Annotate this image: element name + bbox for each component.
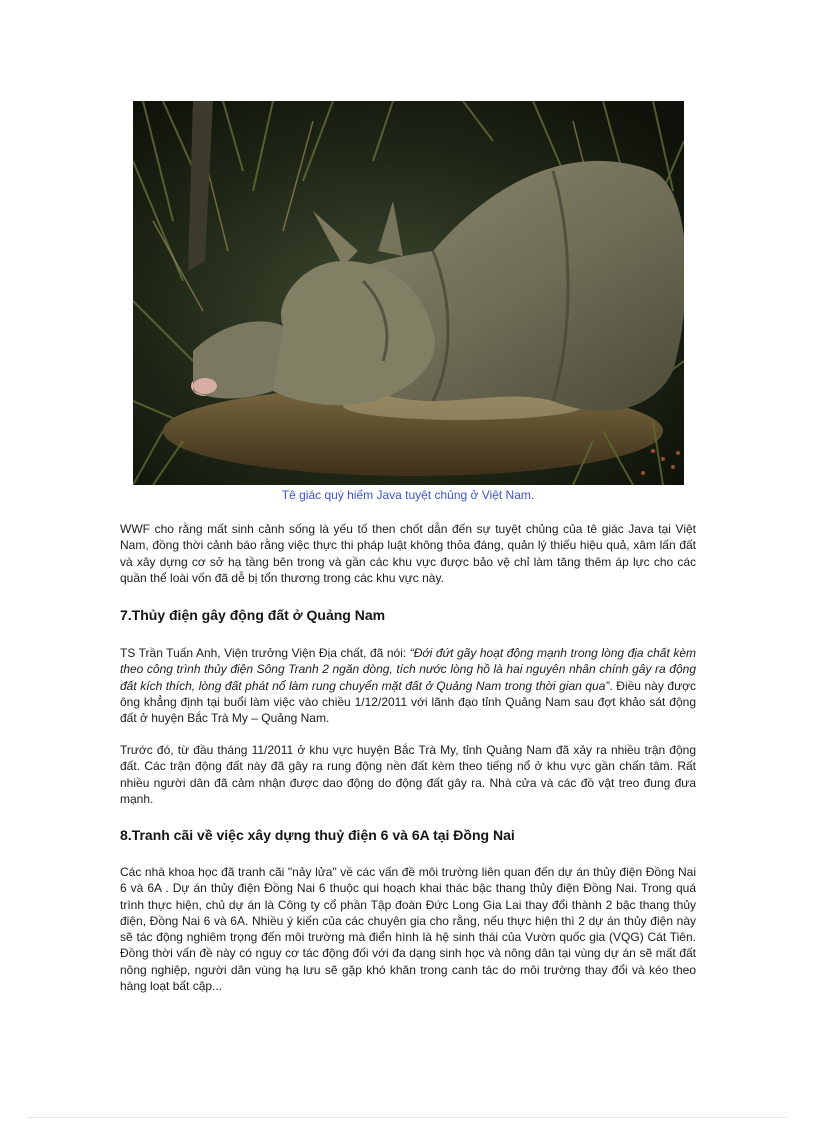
paragraph-rest: . Điều này được ông khẳng định tại buổi làm việc vào chiều 1/12/2011 với lãnh đạo tỉnh Quảng Nam sau đợt khảo sát động đất ở huyện Bắc Trà My – Quảng Nam.	[120, 678, 696, 726]
paragraph-song-tranh	[120, 645, 696, 726]
rhino-photo	[133, 101, 684, 485]
section-heading-7: 7.Thủy điện gây động đất ở Quảng Nam	[120, 607, 386, 623]
paragraph-wwf: WWF cho rằng mất sinh cảnh sống là yếu tố then chốt dẫn đến sự tuyệt chủng của tê giác Java tại Việt Nam, đồng thời cảnh báo rằng việc thực thi pháp luật không thỏa đáng, quản lý thiếu hiệu quả, xâm lấn đất và xây dựng cơ sở hạ tầng bên trong và gần các khu vực được bảo vệ chỉ làm tăng thêm áp lực cho các quần thể loài vốn đã dễ bị tổn thương trong các khu vực này.	[120, 522, 696, 585]
section-heading-8: 8.Tranh cãi về việc xây dựng thuỷ điện 6 và 6A tại Đồng Nai	[120, 827, 515, 843]
paragraph-earthquakes: Trước đó, từ đầu tháng 11/2011 ở khu vực huyện Bắc Trà My, tỉnh Quảng Nam đã xảy ra nhiều trận động đất. Các trận động đất này đã gây ra rung động nền đất kèm theo tiếng nổ ở khu vực gần chấn tâm. Rất nhiều người dân đã cảm nhận được dao động do động đất gây ra. Nhà cửa và các đồ vật treo đung đưa mạnh.	[120, 743, 696, 806]
quote-text: “Đới đứt gãy hoạt động mạnh trong lòng địa chất kèm theo công trình thủy điện Sông Tranh 2 ngăn dòng, tích nước lòng hồ là hai nguyên nhân chính gây ra động đất kích thích, lòng đất phát nổ làm rung chuyển mặt đất ở Quảng Nam trong thời gian qua”	[120, 646, 696, 693]
page-bottom-divider	[28, 1117, 788, 1118]
paragraph-intro: TS Trần Tuấn Anh, Viện trưởng Viện Địa chất, đã nói:	[120, 646, 410, 660]
rhino-illustration	[133, 101, 684, 485]
photo-caption: Tê giác quý hiếm Java tuyệt chủng ở Việt Nam.	[281, 488, 535, 502]
paragraph-dong-nai: Các nhà khoa học đã tranh cãi "nảy lửa" về các vấn đề môi trường liên quan đến dự án thủy điện Đồng Nai 6 và 6A . Dự án thủy điện Đồng Nai 6 thuộc qui hoạch khai thác bậc thang thủy điện Đồng Nai. Trong quá trình thực hiện, chủ dự án là Công ty cổ phần Tập đoàn Đức Long Gia Lai thay đổi thành 2 bậc thang thủy điện, Đồng Nai 6 và 6A. Nhiều ý kiến của các chuyên gia cho rằng, nếu thực hiện thì 2 dự án thủy điện này sẽ tác động nghiêm trọng đến môi trường mà điển hình là hệ sinh thái của Vườn quốc gia (VQG) Cát Tiên. Đồng thời vấn đề này có nguy cơ tác động đối với đa dạng sinh học và nông dân tại vùng dự án sẽ mất đất nông nghiệp, người dân vùng hạ lưu sẽ gặp khó khăn trong canh tác do môi trường thay đổi và kéo theo hàng loạt bất cập...	[120, 865, 696, 994]
